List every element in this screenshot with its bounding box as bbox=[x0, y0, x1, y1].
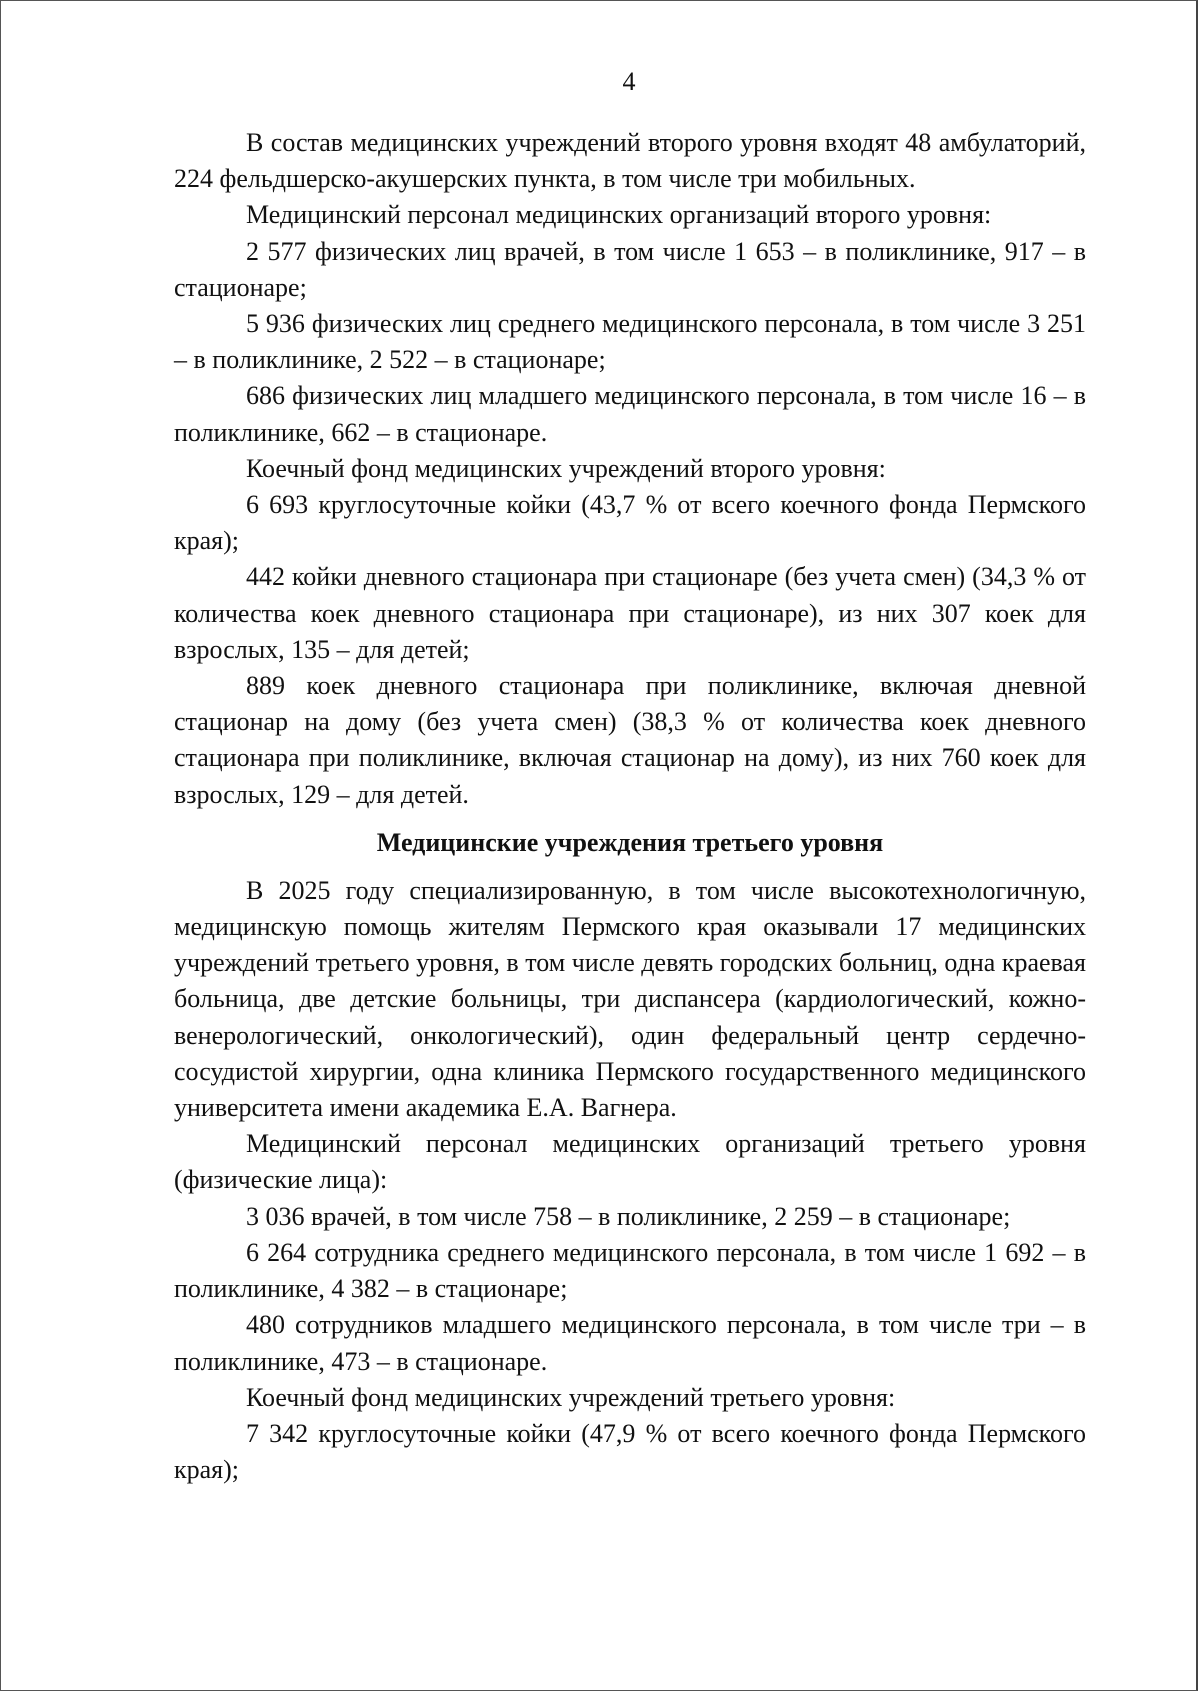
paragraph: 442 койки дневного стационара при стационаре (без учета смен) (34,3 % от количества коек дневного стационара при стационаре), из них 307 коек для взрослых, 135 – для детей; bbox=[174, 562, 1086, 664]
paragraph: В 2025 году специализированную, в том числе высокотехнологичную, медицинскую помощь жителям Пермского края оказывали 17 медицинских учреждений третьего уровня, в том числе девять городских больниц, одна краевая больница, две детские больницы, три диспансера (кардиологический, кожно-венерологический, онкологический), один федеральный центр сердечно-сосудистой хирургии, одна клиника Пермского государственного медицинского университета имени академика Е.А. Вагнера. bbox=[174, 875, 1086, 1123]
document-body bbox=[174, 125, 1086, 1488]
paragraph: 3 036 врачей, в том числе 758 – в поликлинике, 2 259 – в стационаре; bbox=[246, 1201, 1011, 1231]
paragraph: Коечный фонд медицинских учреждений второго уровня: bbox=[246, 453, 886, 483]
section-heading: Медицинские учреждения третьего уровня bbox=[376, 827, 884, 857]
paragraph: 889 коек дневного стационара при поликлинике, включая дневной стационар на дому (без учета смен) (38,3 % от количества коек дневного стационара при поликлинике, включая стационар на дому), из них 760 коек для взрослых, 129 – для детей. bbox=[174, 671, 1086, 809]
paragraph: 7 342 круглосуточные койки (47,9 % от всего коечного фонда Пермского края); bbox=[174, 1418, 1086, 1485]
paragraph: 480 сотрудников младшего медицинского персонала, в том числе три – в поликлинике, 473 – в стационаре. bbox=[174, 1310, 1086, 1376]
paragraph: 2 577 физических лиц врачей, в том числе 1 653 – в поликлинике, 917 – в стационаре; bbox=[174, 236, 1086, 302]
page-number: 4 bbox=[622, 67, 636, 96]
paragraph: 6 693 круглосуточные койки (43,7 % от всего коечного фонда Пермского края); bbox=[174, 490, 1086, 556]
paragraph: 686 физических лиц младшего медицинского персонала, в том числе 16 – в поликлинике, 662 – в стационаре. bbox=[174, 381, 1086, 447]
paragraph: 5 936 физических лиц среднего медицинского персонала, в том числе 3 251 – в поликлинике, 2 522 – в стационаре; bbox=[174, 309, 1086, 375]
paragraph: Медицинский персонал медицинских организаций второго уровня: bbox=[246, 200, 992, 230]
paragraph: В состав медицинских учреждений второго уровня входят 48 амбулаторий, 224 фельдшерско-акушерских пункта, в том числе три мобильных. bbox=[174, 128, 1086, 194]
paragraph: 6 264 сотрудника среднего медицинского персонала, в том числе 1 692 – в поликлинике, 4 382 – в стационаре; bbox=[174, 1237, 1086, 1304]
paragraph: Медицинский персонал медицинских организаций третьего уровня (физические лица): bbox=[174, 1129, 1086, 1195]
paragraph: Коечный фонд медицинских учреждений третьего уровня: bbox=[246, 1382, 896, 1412]
